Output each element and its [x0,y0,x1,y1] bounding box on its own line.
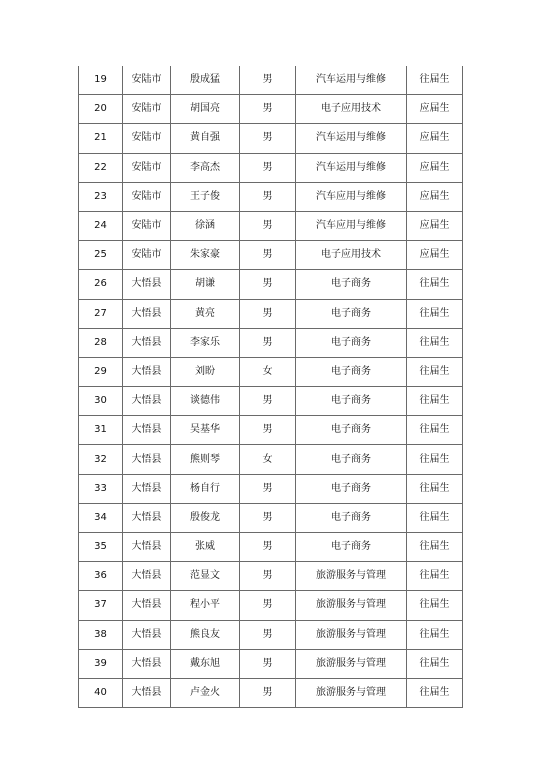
city-cell: 大悟县 [123,562,171,591]
table-row [79,182,463,211]
gender-cell: 男 [240,620,296,649]
graduate-type-cell: 往届生 [407,591,463,620]
row-number-cell: 32 [79,445,123,474]
graduate-type-cell: 应届生 [407,124,463,153]
row-number-cell: 35 [79,533,123,562]
graduate-type-cell: 应届生 [407,95,463,124]
table-row [79,649,463,678]
city-cell: 大悟县 [123,299,171,328]
major-cell: 电子商务 [296,357,407,386]
graduate-type-cell: 往届生 [407,562,463,591]
major-cell: 电子商务 [296,445,407,474]
major-cell: 旅游服务与管理 [296,620,407,649]
row-number-cell: 33 [79,474,123,503]
row-number-cell: 27 [79,299,123,328]
gender-cell: 男 [240,416,296,445]
table-row [79,66,463,95]
row-number-cell: 39 [79,649,123,678]
graduate-type-cell: 往届生 [407,328,463,357]
city-cell: 大悟县 [123,474,171,503]
gender-cell: 女 [240,357,296,386]
name-cell: 王子俊 [171,182,240,211]
name-cell: 胡谦 [171,270,240,299]
graduate-type-cell: 往届生 [407,533,463,562]
gender-cell: 男 [240,270,296,299]
city-cell: 安陆市 [123,95,171,124]
row-number-cell: 24 [79,211,123,240]
major-cell: 电子应用技术 [296,95,407,124]
name-cell: 李家乐 [171,328,240,357]
graduate-type-cell: 往届生 [407,387,463,416]
table-row [79,474,463,503]
name-cell: 程小平 [171,591,240,620]
name-cell: 朱家豪 [171,241,240,270]
city-cell: 安陆市 [123,153,171,182]
gender-cell: 男 [240,328,296,357]
name-cell: 张威 [171,533,240,562]
table-row [79,124,463,153]
graduate-type-cell: 往届生 [407,474,463,503]
table-row [79,357,463,386]
table-row [79,153,463,182]
graduate-type-cell: 应届生 [407,241,463,270]
major-cell: 电子商务 [296,270,407,299]
graduate-type-cell: 往届生 [407,503,463,532]
row-number-cell: 31 [79,416,123,445]
city-cell: 安陆市 [123,66,171,95]
graduate-type-cell: 往届生 [407,66,463,95]
major-cell: 旅游服务与管理 [296,678,407,707]
row-number-cell: 22 [79,153,123,182]
graduate-type-cell: 应届生 [407,211,463,240]
name-cell: 熊良友 [171,620,240,649]
major-cell: 电子商务 [296,474,407,503]
table-row [79,299,463,328]
major-cell: 电子商务 [296,328,407,357]
row-number-cell: 21 [79,124,123,153]
graduate-type-cell: 往届生 [407,270,463,299]
name-cell: 杨自行 [171,474,240,503]
major-cell: 汽车运用与维修 [296,66,407,95]
gender-cell: 男 [240,503,296,532]
major-cell: 旅游服务与管理 [296,649,407,678]
gender-cell: 男 [240,95,296,124]
city-cell: 大悟县 [123,678,171,707]
major-cell: 电子商务 [296,299,407,328]
graduate-type-cell: 往届生 [407,678,463,707]
row-number-cell: 38 [79,620,123,649]
name-cell: 刘盼 [171,357,240,386]
table-row [79,241,463,270]
row-number-cell: 19 [79,66,123,95]
name-cell: 黄亮 [171,299,240,328]
name-cell: 卢金火 [171,678,240,707]
gender-cell: 男 [240,562,296,591]
city-cell: 大悟县 [123,387,171,416]
table-row [79,270,463,299]
city-cell: 大悟县 [123,649,171,678]
major-cell: 电子商务 [296,416,407,445]
graduate-type-cell: 往届生 [407,649,463,678]
gender-cell: 男 [240,533,296,562]
gender-cell: 男 [240,182,296,211]
table-row [79,620,463,649]
name-cell: 吴基华 [171,416,240,445]
city-cell: 大悟县 [123,270,171,299]
gender-cell: 男 [240,387,296,416]
table-row [79,211,463,240]
major-cell: 汽车应用与维修 [296,211,407,240]
table-row [79,591,463,620]
city-cell: 安陆市 [123,211,171,240]
gender-cell: 男 [240,241,296,270]
row-number-cell: 23 [79,182,123,211]
row-number-cell: 28 [79,328,123,357]
major-cell: 电子商务 [296,503,407,532]
gender-cell: 男 [240,66,296,95]
table-row [79,503,463,532]
city-cell: 大悟县 [123,533,171,562]
city-cell: 安陆市 [123,124,171,153]
name-cell: 熊则琴 [171,445,240,474]
graduate-type-cell: 往届生 [407,620,463,649]
gender-cell: 男 [240,591,296,620]
graduate-type-cell: 往届生 [407,445,463,474]
gender-cell: 男 [240,678,296,707]
name-cell: 殷成猛 [171,66,240,95]
city-cell: 安陆市 [123,182,171,211]
major-cell: 旅游服务与管理 [296,562,407,591]
gender-cell: 男 [240,211,296,240]
gender-cell: 男 [240,153,296,182]
table-row [79,445,463,474]
major-cell: 汽车应用与维修 [296,182,407,211]
student-roster-table [78,66,463,708]
name-cell: 戴东旭 [171,649,240,678]
major-cell: 汽车运用与维修 [296,124,407,153]
name-cell: 谈德伟 [171,387,240,416]
name-cell: 徐涵 [171,211,240,240]
table-row [79,678,463,707]
row-number-cell: 40 [79,678,123,707]
row-number-cell: 25 [79,241,123,270]
table-body [79,66,463,708]
name-cell: 胡国亮 [171,95,240,124]
name-cell: 李高杰 [171,153,240,182]
major-cell: 汽车运用与维修 [296,153,407,182]
table-row [79,533,463,562]
row-number-cell: 34 [79,503,123,532]
name-cell: 殷俊龙 [171,503,240,532]
row-number-cell: 36 [79,562,123,591]
table-row [79,562,463,591]
city-cell: 大悟县 [123,620,171,649]
major-cell: 旅游服务与管理 [296,591,407,620]
row-number-cell: 37 [79,591,123,620]
gender-cell: 男 [240,124,296,153]
city-cell: 大悟县 [123,357,171,386]
table-row [79,416,463,445]
table-row [79,387,463,416]
graduate-type-cell: 应届生 [407,182,463,211]
city-cell: 大悟县 [123,328,171,357]
table-row [79,95,463,124]
gender-cell: 男 [240,649,296,678]
row-number-cell: 20 [79,95,123,124]
gender-cell: 女 [240,445,296,474]
major-cell: 电子商务 [296,387,407,416]
graduate-type-cell: 往届生 [407,357,463,386]
gender-cell: 男 [240,299,296,328]
graduate-type-cell: 应届生 [407,153,463,182]
major-cell: 电子商务 [296,533,407,562]
row-number-cell: 29 [79,357,123,386]
graduate-type-cell: 往届生 [407,416,463,445]
name-cell: 范显文 [171,562,240,591]
city-cell: 大悟县 [123,503,171,532]
gender-cell: 男 [240,474,296,503]
major-cell: 电子应用技术 [296,241,407,270]
city-cell: 大悟县 [123,416,171,445]
city-cell: 安陆市 [123,241,171,270]
city-cell: 大悟县 [123,591,171,620]
table-row [79,328,463,357]
name-cell: 黄自强 [171,124,240,153]
row-number-cell: 30 [79,387,123,416]
graduate-type-cell: 往届生 [407,299,463,328]
row-number-cell: 26 [79,270,123,299]
city-cell: 大悟县 [123,445,171,474]
